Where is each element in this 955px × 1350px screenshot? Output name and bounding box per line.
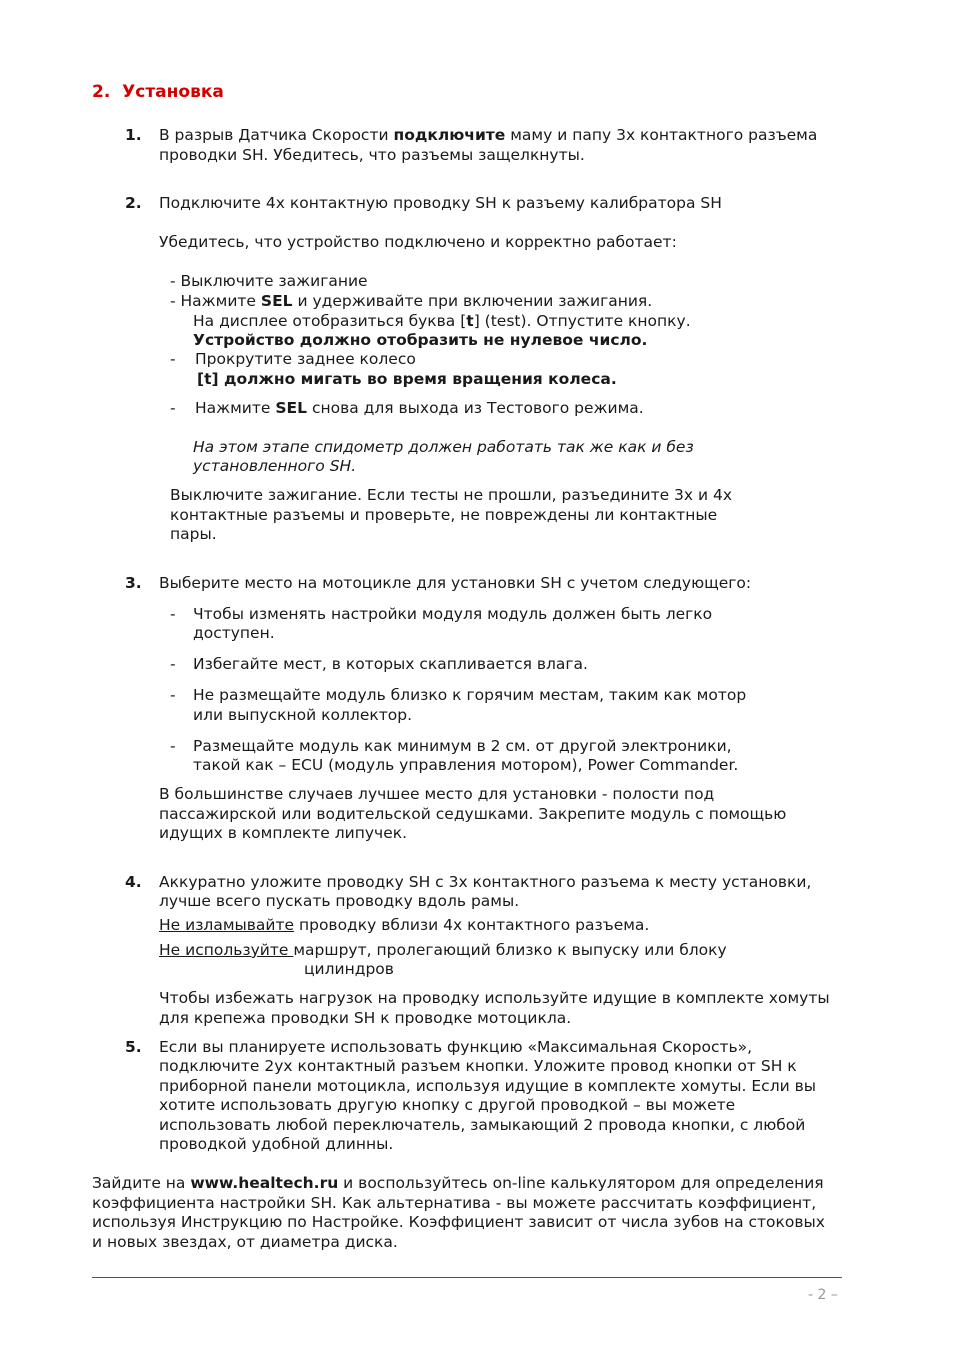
- step5-line1: Если вы планируете использовать функцию «Максимальная Скорость»,: [159, 1038, 753, 1056]
- step5-number: 5.: [125, 1038, 142, 1056]
- text: В разрыв Датчика Скорости: [159, 126, 394, 144]
- footer-line3: используя Инструкцию по Настройке. Коэффициент зависит от числа зубов на стоковых: [92, 1213, 825, 1231]
- warning-route-line2: цилиндров: [304, 960, 394, 978]
- note-line1: На этом этапе спидометр должен работать так же как и без: [193, 438, 694, 456]
- text: маршрут, пролегающий близко к выпуску или блоку: [293, 941, 727, 959]
- step5-line3: приборной панели мотоцикла, используя идущие в комплекте хомуты. Если вы: [159, 1077, 816, 1095]
- bullet-rotate-wheel: Прокрутите заднее колесо: [195, 350, 416, 368]
- step1-number: 1.: [125, 126, 142, 144]
- text: маму и папу 3х контактного разъема: [505, 126, 818, 144]
- underlined-text: Не изламывайте: [159, 916, 295, 934]
- bullet-exit-test: [195, 399, 644, 419]
- step3-number: 3.: [125, 574, 142, 592]
- bullet-press-sel-line3: Устройство должно отобразить не нулевое число.: [193, 331, 648, 349]
- warning-bend: [159, 916, 649, 936]
- item4-line2: такой как – ECU (модуль управления мотором), Power Commander.: [193, 756, 739, 774]
- item1-line1: Чтобы изменять настройки модуля модуль должен быть легко: [193, 605, 713, 623]
- step3-para-line1: В большинстве случаев лучшее место для установки - полости под: [159, 785, 715, 803]
- text: снова для выхода из Тестового режима.: [307, 399, 644, 417]
- section-heading: [92, 83, 224, 103]
- text: - Нажмите: [170, 292, 261, 310]
- section-title: Установка: [122, 82, 224, 102]
- warning-route: [159, 941, 727, 961]
- bold-text: подключите: [393, 126, 506, 144]
- footer-line1: [92, 1174, 824, 1194]
- website-link[interactable]: www.healtech.ru: [190, 1174, 339, 1192]
- step3-line1: Выберите место на мотоцикле для установки SH с учетом следующего:: [159, 574, 752, 592]
- item1-line2: доступен.: [193, 624, 275, 642]
- step4-line1: Аккуратно уложите проводку SH с 3х контактного разъема к месту установки,: [159, 873, 812, 891]
- bullet-dash: -: [170, 350, 176, 368]
- text: Нажмите: [195, 399, 276, 417]
- step5-line5: использовать любой переключатель, замыкающий 2 провода кнопки, с любой: [159, 1116, 806, 1134]
- bullet-dash: -: [170, 737, 176, 755]
- bullet-rotate-wheel-line2: [t] должно мигать во время вращения колеса.: [197, 370, 617, 388]
- bullet-ignition-off: - Выключите зажигание: [170, 272, 368, 290]
- text: и удерживайте при включении зажигания.: [292, 292, 653, 310]
- bullet-dash: -: [170, 655, 176, 673]
- step2-check: Убедитесь, что устройство подключено и корректно работает:: [159, 233, 677, 251]
- bullet-dash: -: [170, 686, 176, 704]
- step3-para-line2: пассажирской или водительской седушками. Закрепите модуль с помощью: [159, 805, 787, 823]
- item4-line1: Размещайте модуль как минимум в 2 см. от другой электроники,: [193, 737, 732, 755]
- step5-line4: хотите использовать другую кнопку с другой проводкой – вы можете: [159, 1096, 736, 1114]
- text: проводку вблизи 4х контактного разъема.: [294, 916, 650, 934]
- footer-line4: и новых звездах, от диаметра диска.: [92, 1233, 398, 1251]
- note-line2: установленного SH.: [193, 457, 357, 475]
- step3-para-line3: идущих в комплекте липучек.: [159, 824, 408, 842]
- text: Зайдите на: [92, 1174, 191, 1192]
- step1-line2: проводки SH. Убедитесь, что разъемы защелкнуты.: [159, 146, 585, 164]
- bold-text: t: [466, 312, 474, 330]
- bullet-press-sel: [170, 292, 652, 312]
- item3-line1: Не размещайте модуль близко к горячим местам, таким как мотор: [193, 686, 747, 704]
- item3-line2: или выпускной коллектор.: [193, 706, 412, 724]
- step5-line2: подключите 2ух контактный разъем кнопки. Уложите провод кнопки от SH к: [159, 1057, 797, 1075]
- text: ] (test). Отпустите кнопку.: [473, 312, 691, 330]
- bullet-dash: -: [170, 605, 176, 623]
- section-number: 2.: [92, 82, 111, 102]
- step5-line6: проводкой удобной длинны.: [159, 1135, 394, 1153]
- step2-line1: Подключите 4х контактную проводку SH к разъему калибратора SH: [159, 194, 722, 212]
- bullet-dash: -: [170, 399, 176, 417]
- step4-para-line1: Чтобы избежать нагрузок на проводку используйте идущие в комплекте хомуты: [159, 989, 830, 1007]
- step4-number: 4.: [125, 873, 142, 891]
- text: На дисплее отобразиться буква [: [193, 312, 467, 330]
- step1-line1: [159, 126, 817, 146]
- bold-text: SEL: [275, 399, 308, 417]
- ignition-off-line1: Выключите зажигание. Если тесты не прошли, разъедините 3х и 4х: [170, 486, 733, 504]
- item2: Избегайте мест, в которых скапливается влага.: [193, 655, 588, 673]
- text: и воспользуйтесь on-line калькулятором для определения: [338, 1174, 824, 1192]
- page-number: - 2 –: [808, 1287, 838, 1303]
- step4-line2: лучше всего пускать проводку вдоль рамы.: [159, 892, 520, 910]
- footer-divider: [92, 1277, 842, 1278]
- bold-text: SEL: [260, 292, 293, 310]
- bullet-press-sel-line2: [193, 312, 691, 332]
- underlined-text: Не используйте: [159, 941, 294, 959]
- ignition-off-line2: контактные разъемы и проверьте, не повреждены ли контактные: [170, 506, 718, 524]
- ignition-off-line3: пары.: [170, 525, 217, 543]
- step2-number: 2.: [125, 194, 142, 212]
- footer-line2: коэффициента настройки SH. Как альтернатива - вы можете рассчитать коэффициент,: [92, 1194, 817, 1212]
- step4-para-line2: для крепежа проводки SH к проводке мотоцикла.: [159, 1009, 572, 1027]
